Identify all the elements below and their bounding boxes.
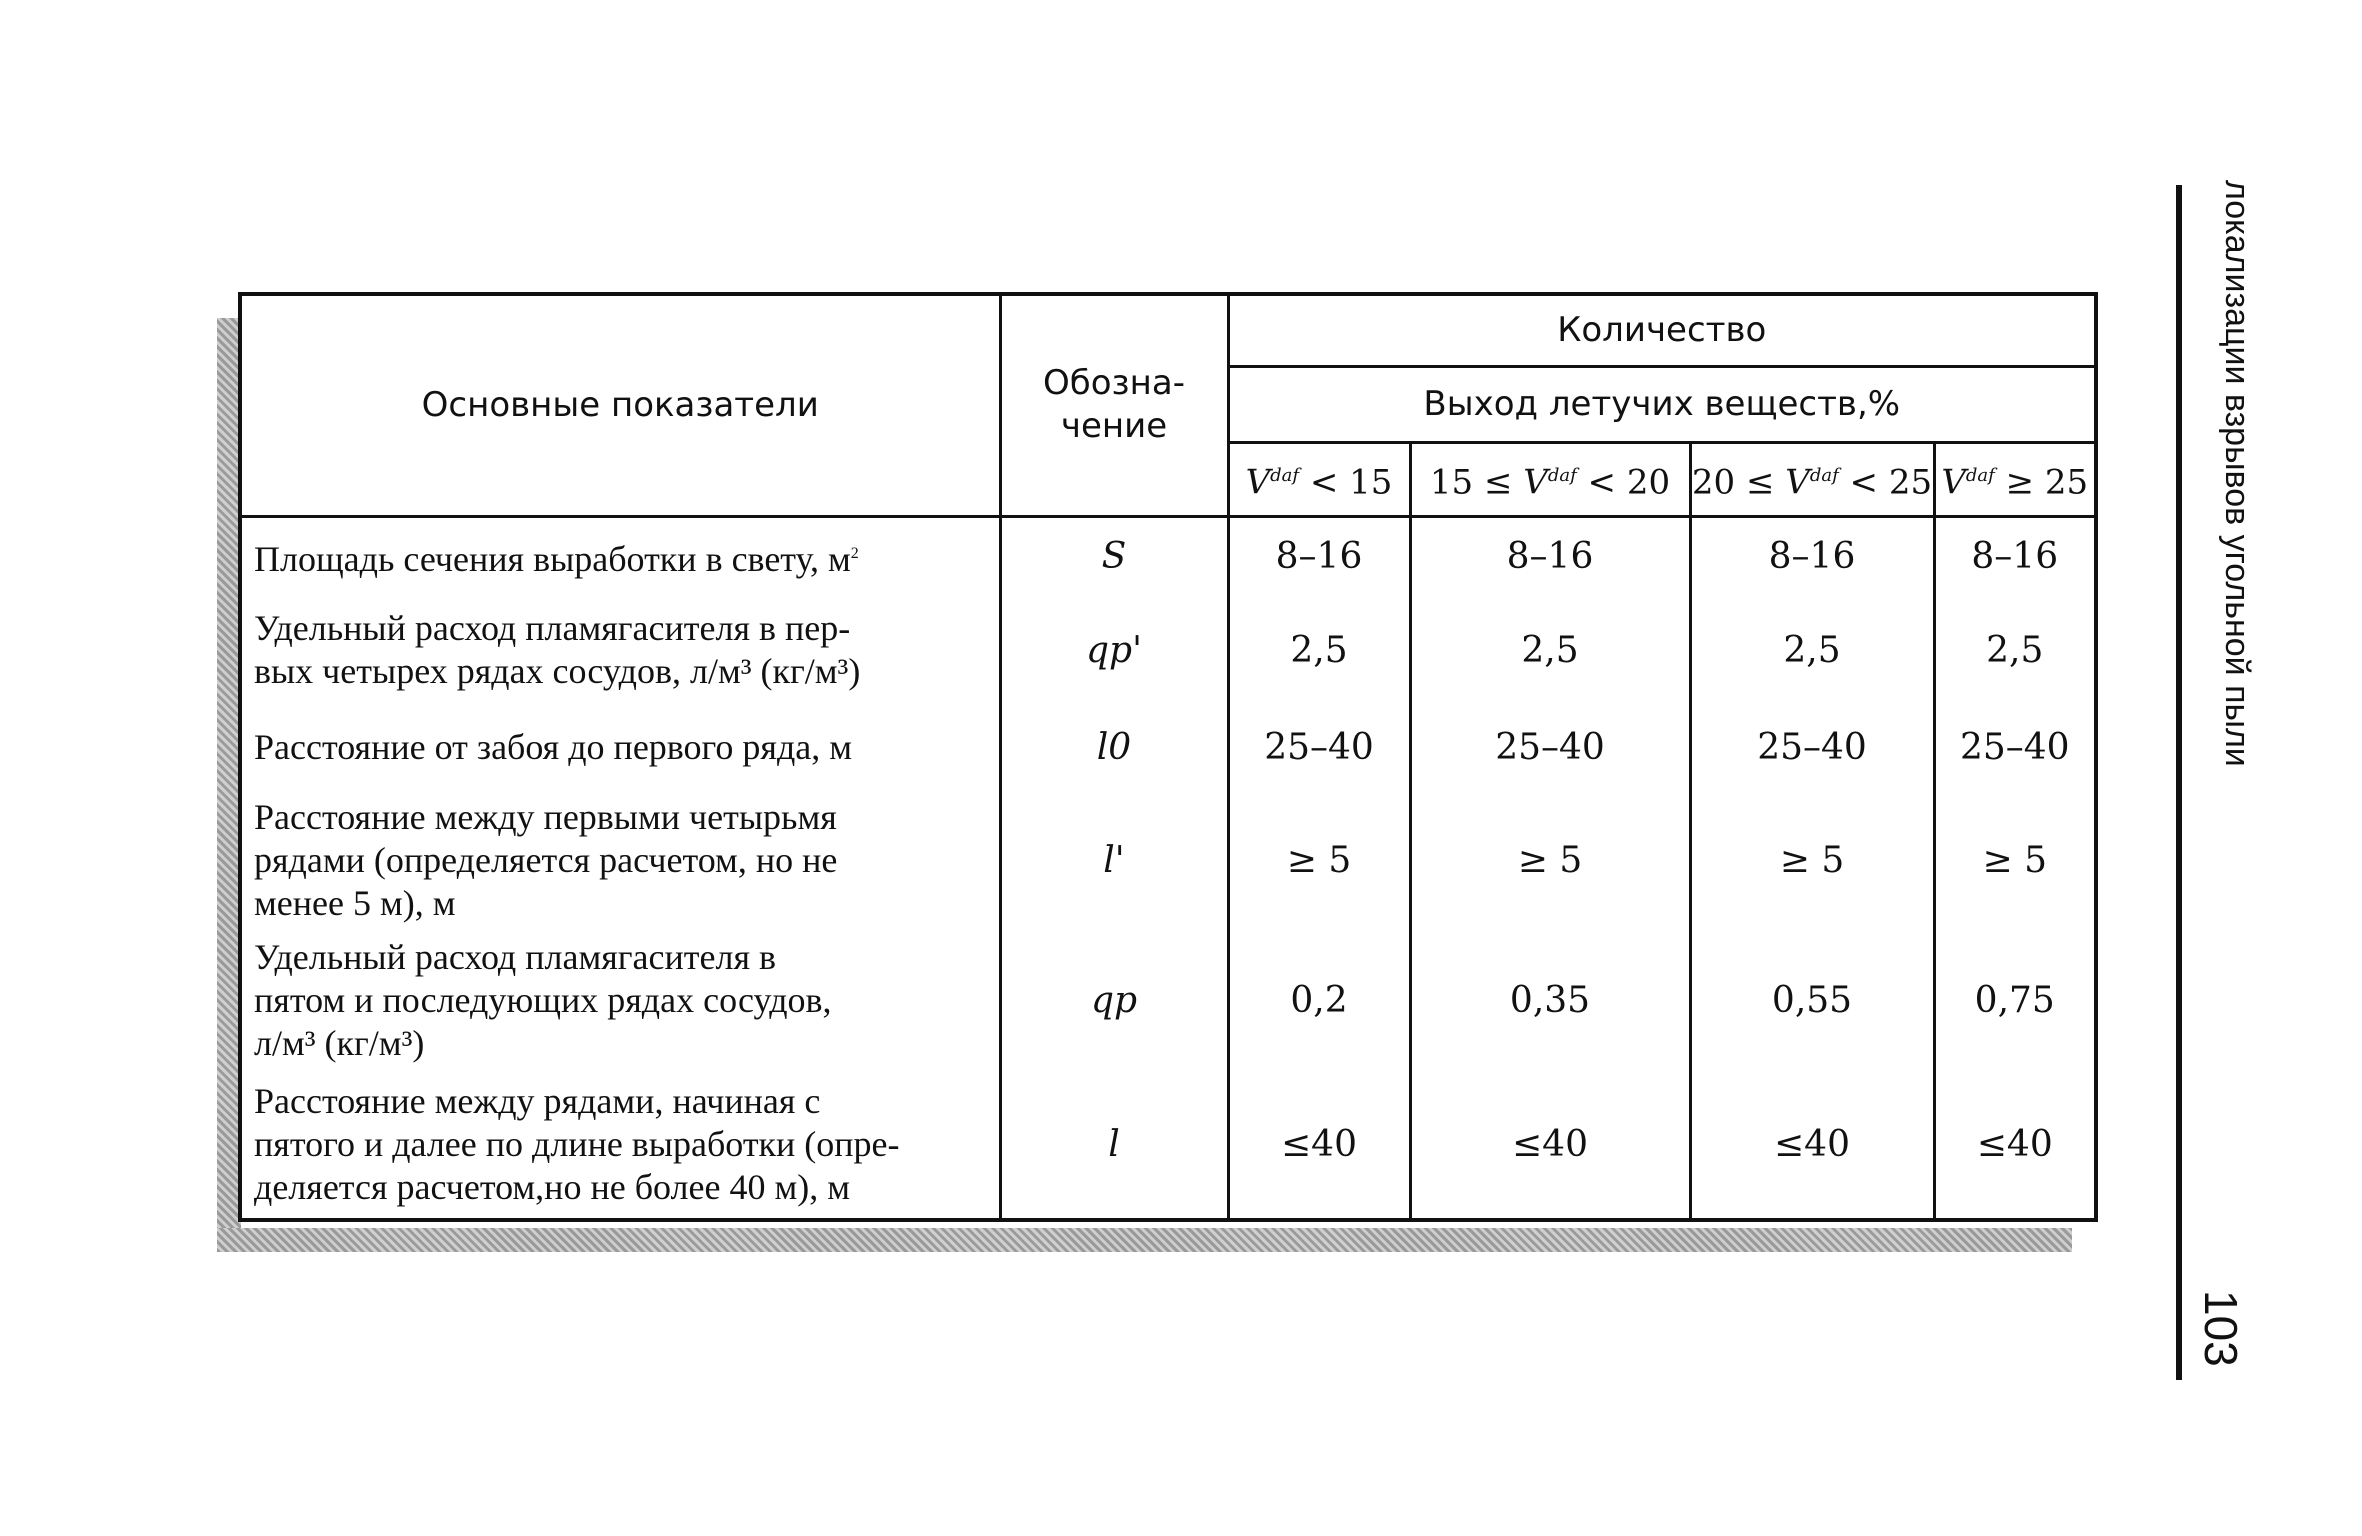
row-label [240,930,1000,1070]
row-symbol: qр [1000,930,1228,1070]
range-symbol: V [1245,462,1271,503]
row-value-1: 8–16 [1228,516,1410,596]
table-row [240,790,2096,930]
row-value-2: ≤40 [1410,1070,1690,1220]
row-label [240,790,1000,930]
range-suffix: < 15 [1299,462,1393,503]
row-label-text: Удельный расход пламягасителя в пер- вых четырех рядах сосудов, л/м³ (кг/м³) [254,608,861,691]
table-row [240,1070,2096,1220]
page-number: 103 [2195,1290,2247,1367]
row-value-2: 0,35 [1410,930,1690,1070]
row-value-2: 2,5 [1410,596,1690,704]
row-value-3: ≥ 5 [1690,790,1934,930]
row-value-1: 0,2 [1228,930,1410,1070]
row-label [240,1070,1000,1220]
row-value-3: 0,55 [1690,930,1934,1070]
row-label-text: Расстояние между первыми четырьмя рядами (определяется расчетом, но не менее 5 м), м [254,796,838,923]
header-quantity: Количество [1228,294,2096,366]
row-value-4: 8–16 [1934,516,2096,596]
row-value-2: ≥ 5 [1410,790,1690,930]
side-rule [2176,185,2182,1380]
header-main-indicators: Основные показатели [240,294,1000,516]
range-suffix: < 25 [1838,462,1933,503]
header-range-3 [1690,442,1934,516]
row-value-1: ≤40 [1228,1070,1410,1220]
row-value-1: ≥ 5 [1228,790,1410,930]
row-value-2: 25–40 [1410,704,1690,790]
range-suffix: < 20 [1576,462,1671,503]
table-shadow-bottom [217,1228,2072,1252]
data-table [238,292,2098,1222]
row-value-3: 8–16 [1690,516,1934,596]
running-head-title: локализации взрывов угольной пыли [2218,180,2256,767]
header-range-1 [1228,442,1410,516]
row-value-3: 25–40 [1690,704,1934,790]
row-value-3: 2,5 [1690,596,1934,704]
row-symbol: l' [1000,790,1228,930]
row-label-text: Площадь сечения выработки в свету, м [254,539,851,580]
header-designation [1000,294,1228,516]
range-prefix: 20 ≤ [1691,462,1786,503]
range-symbol: V [1523,462,1548,503]
table-row [240,930,2096,1070]
row-value-1: 25–40 [1228,704,1410,790]
header-range-2 [1410,442,1690,516]
row-label [240,704,1000,790]
header-designation-text: Обозна- чение [1043,363,1185,447]
row-label-text: Расстояние от забоя до первого ряда, м [254,726,853,767]
range-suffix: ≥ 25 [1994,462,2089,503]
row-value-4: 0,75 [1934,930,2096,1070]
row-value-4: ≥ 5 [1934,790,2096,930]
table-row [240,704,2096,790]
row-symbol: l0 [1000,704,1228,790]
row-value-4: 25–40 [1934,704,2096,790]
range-prefix: 15 ≤ [1429,462,1524,503]
row-value-2: 8–16 [1410,516,1690,596]
range-symbol: V [1785,462,1810,503]
table-row [240,596,2096,704]
range-symbol: V [1941,462,1966,503]
row-label-text: Удельный расход пламягасителя в пятом и последующих рядах сосудов, л/м³ (кг/м³) [254,936,832,1063]
row-value-1: 2,5 [1228,596,1410,704]
header-volatile-yield: Выход летучих веществ,% [1228,366,2096,442]
row-value-3: ≤40 [1690,1070,1934,1220]
range-superscript: daf [1547,464,1577,486]
header-range-4 [1934,442,2096,516]
row-symbol: S [1000,516,1228,596]
row-value-4: 2,5 [1934,596,2096,704]
row-label-text: Расстояние между рядами, начиная с пятого и далее по длине выработки (опре- деляется расчетом,но не более 40 м), м [254,1080,900,1207]
range-superscript: daf [1270,464,1300,486]
row-value-4: ≤40 [1934,1070,2096,1220]
row-label [240,516,1000,596]
range-superscript: daf [1965,464,1995,486]
row-label [240,596,1000,704]
table-row [240,516,2096,596]
row-label-superscript: 2 [850,545,859,563]
row-symbol: l [1000,1070,1228,1220]
range-superscript: daf [1809,464,1839,486]
row-symbol: qр' [1000,596,1228,704]
